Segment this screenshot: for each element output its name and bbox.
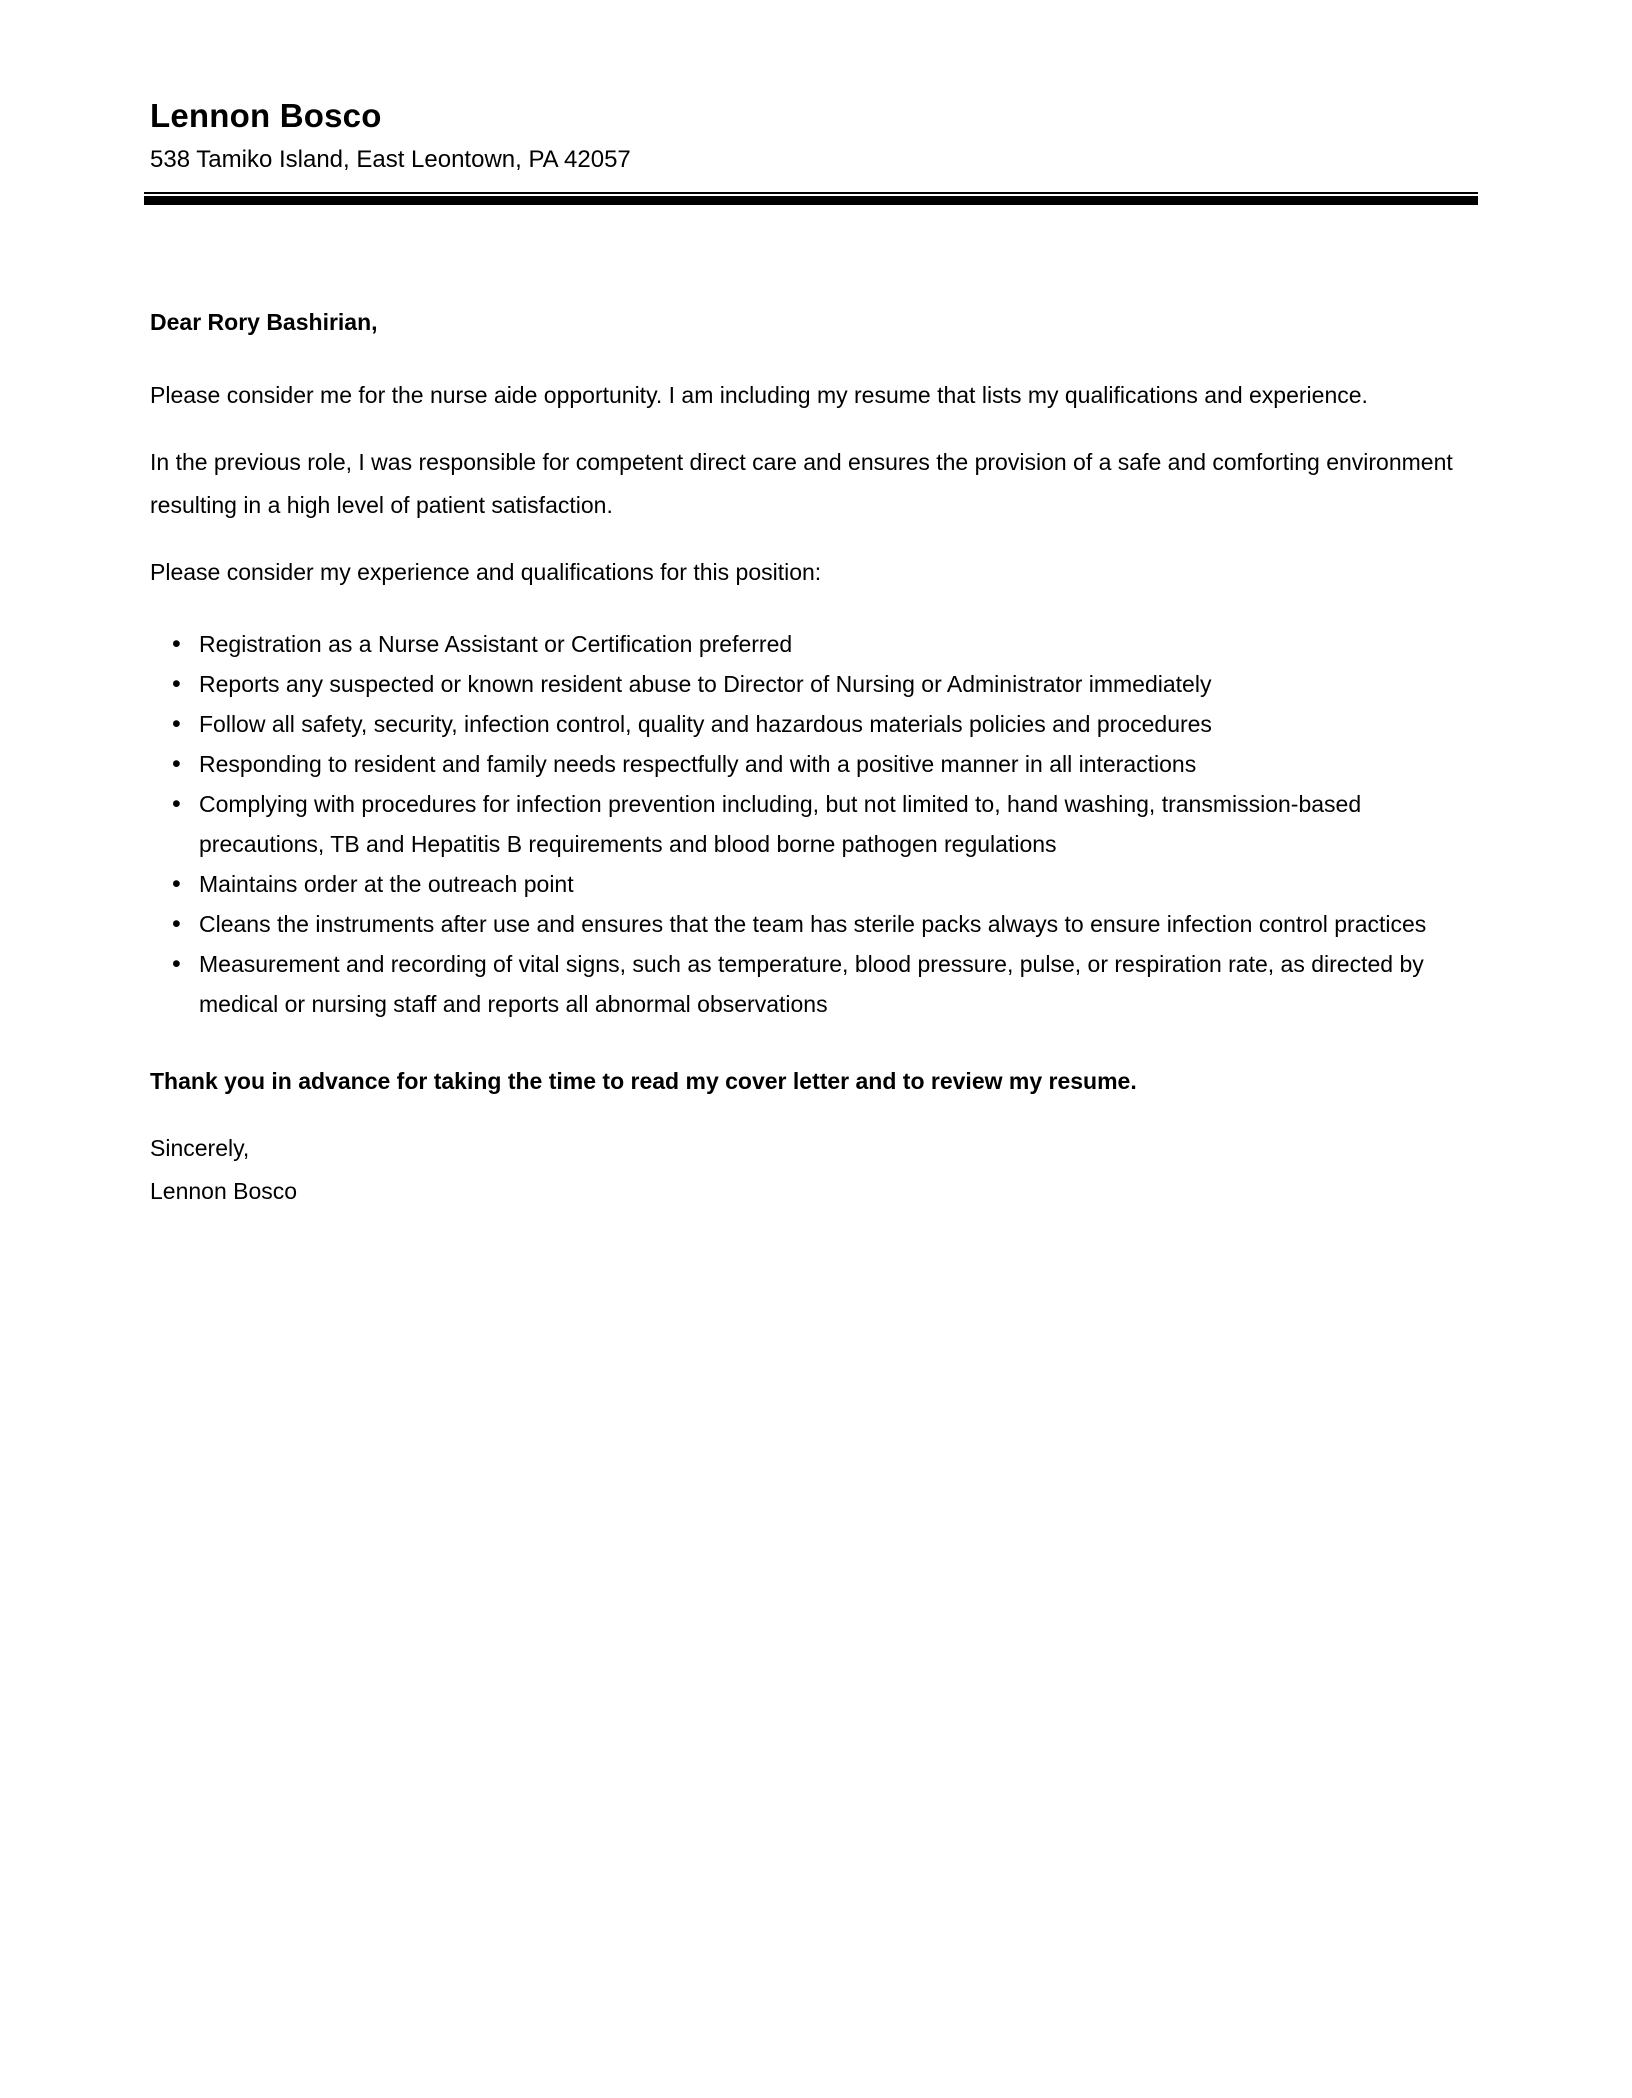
signoff-block (150, 1127, 1484, 1213)
sender-address: 538 Tamiko Island, East Leontown, PA 42057 (150, 145, 631, 173)
header-rule (144, 192, 1478, 207)
list-item: • Registration as a Nurse Assistant or Certification preferred (150, 624, 1484, 664)
list-item: • Cleans the instruments after use and ensures that the team has sterile packs always to ensure infection control practices (150, 904, 1484, 944)
list-item: • Reports any suspected or known resident abuse to Director of Nursing or Administrator immediately (150, 664, 1484, 704)
list-item: • Measurement and recording of vital signs, such as temperature, blood pressure, pulse, or respiration rate, as directed by medical or nursing staff and reports all abnormal observations (150, 944, 1484, 1024)
signature-name: Lennon Bosco (150, 1178, 298, 1205)
paragraph-intro: Please consider me for the nurse aide opportunity. I am including my resume that lists my qualifications and experience. (150, 382, 1368, 409)
signoff: Sincerely, (150, 1135, 250, 1162)
letter-header (150, 96, 1484, 207)
list-item: • Maintains order at the outreach point (150, 864, 1484, 904)
paragraph-qualifications-lead: Please consider my experience and qualifications for this position: (150, 559, 822, 586)
salutation: Dear Rory Bashirian, (150, 309, 378, 336)
list-item: • Follow all safety, security, infection control, quality and hazardous materials policies and procedures (150, 704, 1484, 744)
paragraph-previous-role: In the previous role, I was responsible for competent direct care and ensures the provision of a safe and comforting environment resulting in a high level of patient satisfaction. (150, 449, 1453, 519)
sender-name: Lennon Bosco (150, 97, 382, 134)
list-item: • Complying with procedures for infection prevention including, but not limited to, hand washing, transmission-based precautions, TB and Hepatitis B requirements and blood borne pathogen regulations (150, 784, 1484, 864)
closing-statement: Thank you in advance for taking the time to read my cover letter and to review my resume. (150, 1068, 1137, 1095)
qualifications-list (150, 624, 1484, 1024)
letter-body (150, 301, 1484, 1213)
list-item: • Responding to resident and family needs respectfully and with a positive manner in all interactions (150, 744, 1484, 784)
